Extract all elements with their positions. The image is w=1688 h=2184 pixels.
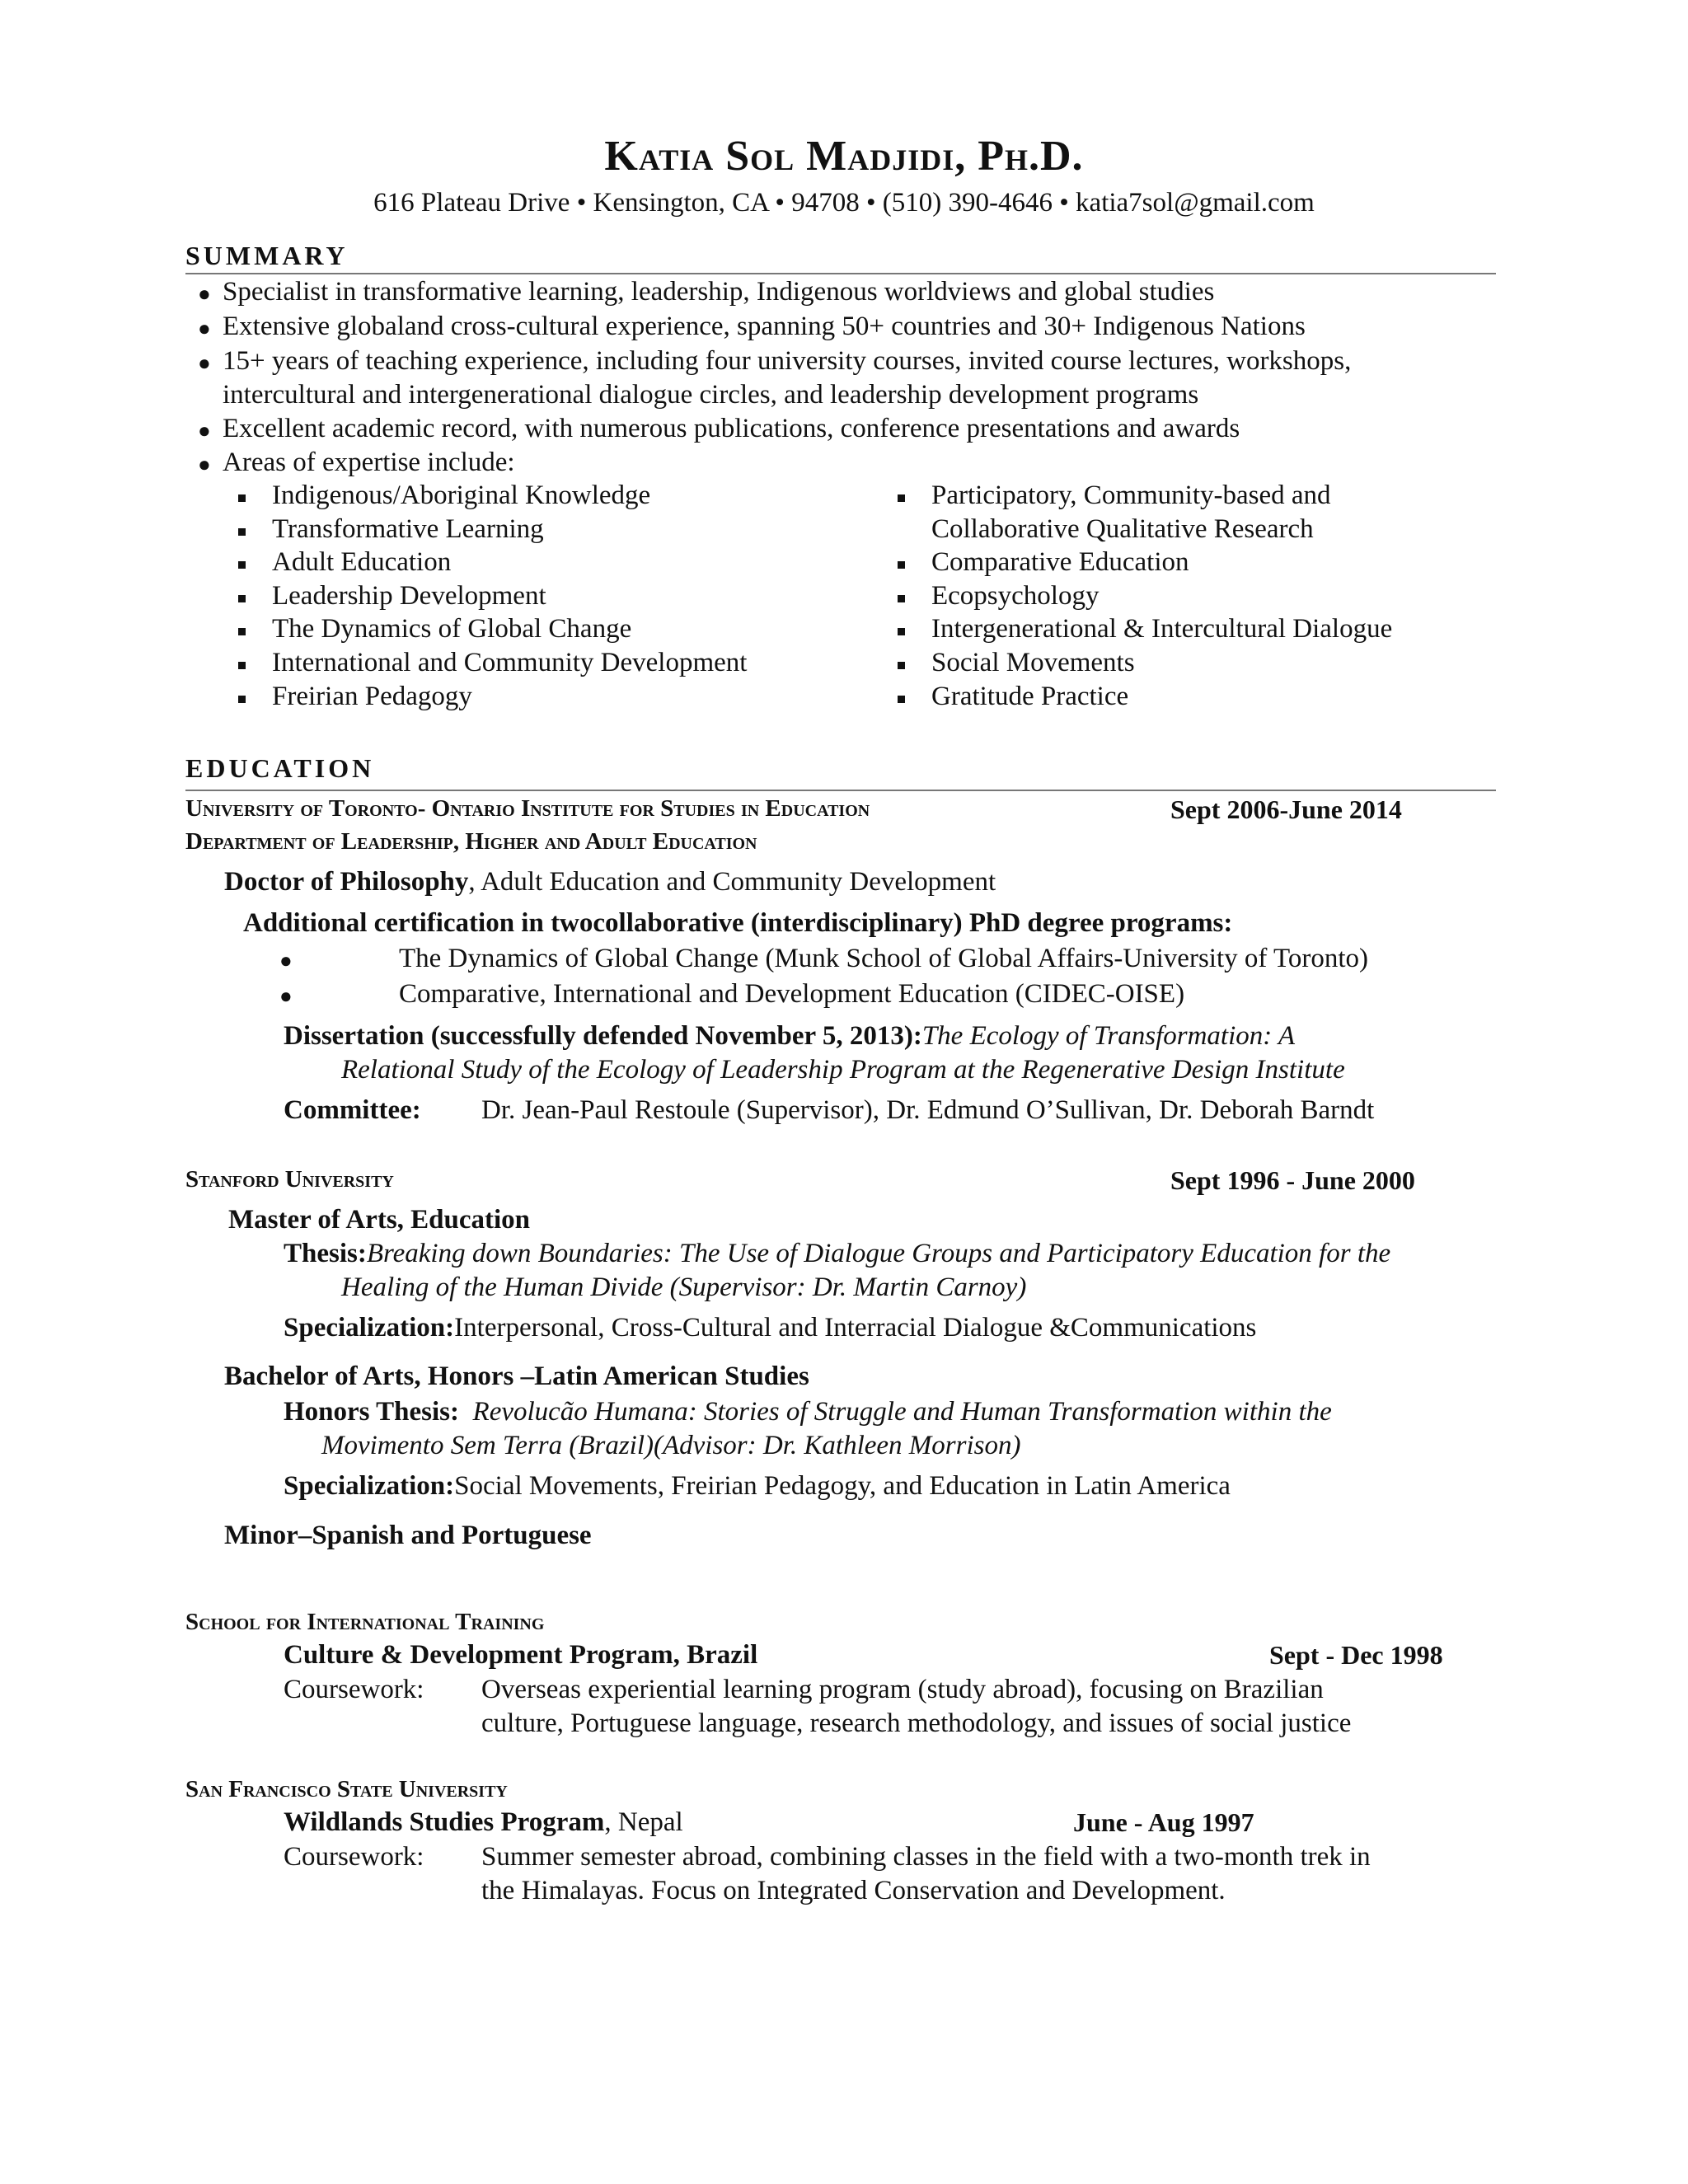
certification-line: Additional certification in twocollaborative (interdisciplinary) PhD degree programs: [243, 908, 1233, 938]
honors-thesis-line: Honors Thesis: Revolucão Humana: Stories of Struggle and Human Transformation within the [284, 1397, 1332, 1427]
bullet-dot: ● [279, 949, 293, 972]
bullet-dot: ● [279, 984, 293, 1008]
honors-thesis-continuation: Movimento Sem Terra (Brazil)(Advisor: Dr. Kathleen Morrison) [321, 1431, 1021, 1460]
institution-name: Stanford University [185, 1166, 394, 1193]
coursework-label: Coursework: [284, 1842, 424, 1872]
expertise-item: Transformative Learning [272, 514, 544, 544]
expertise-item: Adult Education [272, 547, 452, 577]
expertise-item: International and Community Development [272, 648, 748, 677]
bullet-dot: ● [198, 452, 211, 476]
program-item: Comparative, International and Development Education (CIDEC-OISE) [399, 979, 1185, 1009]
expertise-item: Comparative Education [931, 547, 1189, 577]
degree-line: Master of Arts, Education [228, 1205, 531, 1235]
date-range: June - Aug 1997 [1073, 1807, 1254, 1837]
summary-bullet: 15+ years of teaching experience, including four university courses, invited course lectures, workshops, [223, 346, 1352, 376]
degree-line: Doctor of Philosophy, Adult Education and Community Development [224, 867, 996, 897]
program-item: The Dynamics of Global Change (Munk School of Global Affairs-University of Toronto) [399, 944, 1369, 973]
square-bullet [238, 696, 246, 703]
thesis-continuation: Healing of the Human Divide (Supervisor: Dr. Martin Carnoy) [341, 1272, 1027, 1302]
square-bullet [898, 494, 905, 502]
expertise-item-continuation: Collaborative Qualitative Research [931, 514, 1314, 544]
summary-bullet-continuation: intercultural and intergenerational dialogue circles, and leadership development programs [223, 380, 1199, 410]
expertise-item: Freirian Pedagogy [272, 682, 472, 711]
thesis-line: Thesis:Breaking down Boundaries: The Use of Dialogue Groups and Participatory Education for the [284, 1239, 1391, 1268]
summary-bullet: Extensive globaland cross-cultural experience, spanning 50+ countries and 30+ Indigenous Nations [223, 312, 1306, 341]
date-range: Sept - Dec 1998 [1269, 1640, 1443, 1670]
bullet-dot: ● [198, 316, 211, 340]
institution-name: School for International Training [185, 1609, 545, 1635]
specialization-line: Specialization:Interpersonal, Cross-Cultural and Interracial Dialogue &Communications [284, 1313, 1257, 1343]
committee-members: Dr. Jean-Paul Restoule (Supervisor), Dr. Edmund O’Sullivan, Dr. Deborah Barndt [481, 1095, 1375, 1125]
square-bullet [238, 528, 246, 536]
coursework-text: Summer semester abroad, combining classes in the field with a two-month trek in [481, 1842, 1371, 1872]
summary-bullet: Areas of expertise include: [223, 448, 515, 477]
coursework-continuation: the Himalayas. Focus on Integrated Conservation and Development. [481, 1876, 1226, 1905]
date-range: Sept 1996 - June 2000 [1170, 1165, 1415, 1195]
expertise-item: The Dynamics of Global Change [272, 614, 632, 644]
institution-name: San Francisco State University [185, 1776, 508, 1802]
coursework-continuation: culture, Portuguese language, research methodology, and issues of social justice [481, 1708, 1352, 1738]
coursework-text: Overseas experiential learning program (study abroad), focusing on Brazilian [481, 1675, 1324, 1704]
bullet-dot: ● [198, 351, 211, 375]
expertise-item: Gratitude Practice [931, 682, 1129, 711]
expertise-item: Indigenous/Aboriginal Knowledge [272, 480, 651, 510]
square-bullet [238, 595, 246, 602]
dissertation-line: Dissertation (successfully defended November 5, 2013):The Ecology of Transformation: A [284, 1021, 1296, 1051]
square-bullet [898, 628, 905, 635]
degree-line: Bachelor of Arts, Honors –Latin American Studies [224, 1361, 809, 1391]
committee-label: Committee: [284, 1095, 421, 1125]
square-bullet [238, 628, 246, 635]
bullet-dot: ● [198, 419, 211, 443]
expertise-item: Ecopsychology [931, 581, 1100, 611]
contact-line: 616 Plateau Drive • Kensington, CA • 94708 • (510) 390-4646 • katia7sol@gmail.com [373, 188, 1315, 218]
square-bullet [898, 595, 905, 602]
square-bullet [898, 662, 905, 669]
expertise-item: Intergenerational & Intercultural Dialogue [931, 614, 1393, 644]
square-bullet [898, 696, 905, 703]
resume-name: Katia Sol Madjidi, Ph.D. [604, 133, 1084, 180]
dissertation-title-continuation: Relational Study of the Ecology of Leadership Program at the Regenerative Design Institute [341, 1055, 1345, 1085]
coursework-label: Coursework: [284, 1675, 424, 1704]
summary-rule [185, 273, 1496, 274]
bullet-dot: ● [198, 282, 211, 306]
date-range: Sept 2006-June 2014 [1170, 794, 1402, 824]
summary-bullet: Excellent academic record, with numerous publications, conference presentations and awards [223, 414, 1240, 443]
education-rule [185, 790, 1496, 791]
expertise-item: Leadership Development [272, 581, 546, 611]
summary-bullet: Specialist in transformative learning, leadership, Indigenous worldviews and global studies [223, 277, 1215, 307]
square-bullet [238, 662, 246, 669]
summary-heading: SUMMARY [185, 241, 349, 270]
education-heading: EDUCATION [185, 753, 375, 783]
minor-line: Minor–Spanish and Portuguese [224, 1521, 592, 1550]
expertise-item: Participatory, Community-based and [931, 480, 1331, 510]
institution-name: University of Toronto- Ontario Institute for Studies in Education [185, 795, 870, 822]
square-bullet [238, 494, 246, 502]
program-line: Culture & Development Program, Brazil [284, 1640, 758, 1670]
specialization-line: Specialization:Social Movements, Freirian Pedagogy, and Education in Latin America [284, 1471, 1231, 1501]
expertise-item: Social Movements [931, 648, 1135, 677]
square-bullet [238, 561, 246, 569]
program-line: Wildlands Studies Program, Nepal [284, 1807, 683, 1837]
square-bullet [898, 561, 905, 569]
department-name: Department of Leadership, Higher and Adult Education [185, 828, 757, 855]
